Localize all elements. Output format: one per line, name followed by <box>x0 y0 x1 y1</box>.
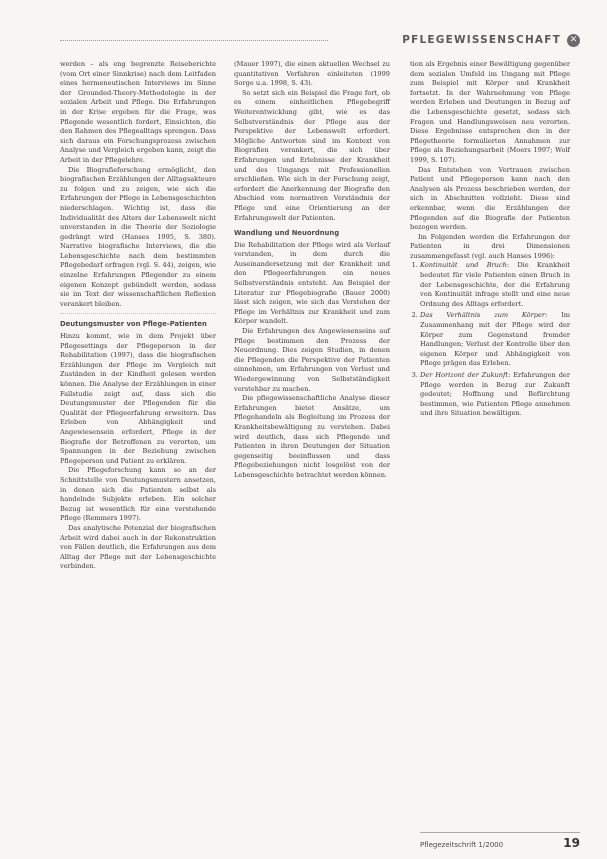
journal-name: Pflegezeitschrift 1/2000 <box>420 841 504 849</box>
list-item: 1. Kontinuität und Bruch: Die Krankheit bedeutet für viele Patienten einen Bruch in der Lebensgeschichte, der die Erfahrung von Kontinuität infrage stellt und eine neue Ordnung des Alltags erfordert. <box>420 261 570 309</box>
page-number: 19 <box>563 836 580 850</box>
paragraph: Die Erfahrungen des Angewiesenseins auf Pflege bestimmen den Prozess der Neuordnung. Dies zeigen Studien, in denen die Pflegenden die Perspektive der Patienten einnehmen, um Erfahrungen von Verlust und Wiedergewinnung von Selbstständigkeit verstehbar zu machen. <box>234 327 390 393</box>
section-header <box>330 30 580 50</box>
paragraph: (Mauer 1997), die einen aktuellen Wechsel zu quantitativen Verfahren einleiteten (1999 Sorge u.a. 1998, S. 43). <box>234 60 390 88</box>
x-circle-icon: ✕ <box>567 34 580 47</box>
numbered-list <box>410 261 570 419</box>
list-item: 2. Das Verhältnis zum Körper: Im Zusammenhang mit der Pflege wird der Körper zum Gegenstand fremder Handlungen; Verlust der Kontrolle über den eigenen Körper und Abhängigkeit von Pflege prägen das Erleben. <box>420 311 570 369</box>
paragraph: Hinzu kommt, wie in dem Projekt über Pflegesettings der Pflegeperson in der Rehabilitation (1997), dass die biografischen Erzählungen der Pflege im Vergleich mit Zuständen in der Kindheit gelesen werden können. Die Analyse der Erzählungen in einer Fallstudie zeigt auf, dass sich die Deutungsmuster der Pflegenden für die Qualität der Pflegeerfahrung erweitern. Das Erleben von Abhängigkeit und Angewiesensein erfordert, Pflege in der Biografie der Betroffenen zu verorten, um Spannungen in der Beziehung zwischen Pflegeperson und Patient zu erklären. <box>60 332 216 465</box>
page-footer <box>420 836 580 850</box>
list-item-text: Die Krankheit bedeutet für viele Patienten einen Bruch in der Lebensgeschichte, der die Erfahrung von Kontinuität infrage stellt und eine neue Ordnung des Alltags erfordert. <box>420 261 570 308</box>
footer-rule <box>420 832 580 833</box>
paragraph: Die Biografieforschung ermöglicht, den biografischen Erzählungen der Alltagsakteure zu folgen und zu zeigen, wie sich die Erfahrungen der Pflege in Lebensgeschichten niederschlagen. Wichtig ist, dass die Individualität des Alters der Lebenswelt nicht unverstanden in die Theorie der Soziologie gedrängt wird (Hanses 1995, S. 380). Narrative biografische Interviews, die die Lebensgeschichte nach dem bestimmten Pflegebedarf erfragen (vgl. S. 44), zeigen, wie einzelne Erfahrungen Pflegender zu einem eigenen Konzept gebündelt werden, sodass sie im Text der wissenschaftlichen Reflexion verankert bleiben. <box>60 165 216 308</box>
subheading: Wandlung und Neuordnung <box>234 229 340 238</box>
paragraph: Die Pflegeforschung kann so an der Schnittstelle von Deutungsmustern ansetzen, in denen sich die Patienten selbst als handelnde Subjekte erleben. Ein solcher Bezug ist wesentlich für eine verstehende Pflege (Remmers 1997). <box>60 466 216 523</box>
list-item-label: Das Verhältnis zum Körper <box>420 311 546 320</box>
section-divider <box>60 313 216 314</box>
subheading: Deutungsmuster von Pflege-Patienten <box>60 320 207 329</box>
header-rule <box>60 40 328 41</box>
paragraph: Die pflegewissenschaftliche Analyse dieser Erfahrungen bietet Ansätze, um Pflegehandeln als Begleitung im Prozess der Krankheitsbewältigung zu verstehen. Dabei wird deutlich, dass sich Pflegende und Patienten in ihren Deutungen der Situation gegenseitig beeinflussen und dass Pflegebeziehungen nicht losgelöst von der Lebensgeschichte betrachtet werden können. <box>234 394 390 479</box>
list-item-label: Kontinuität und Bruch <box>420 261 507 270</box>
text-column-3 <box>410 60 570 421</box>
paragraph: tion als Ergebnis einer Bewältigung gegenüber dem sozialen Umfeld im Umgang mit Pflege zum Beispiel mit Körper und Krankheit fortsetzt. In der Wahrnehmung von Pflege werden Erleben und Deutungen in Bezug auf die Lebensgeschichte gesetzt, sodass sich Fragen und Handlungsweisen neu verorten. Diese Ergebnisse entsprechen den in der Pflegetheorie formulierten Annahmen zur Pflege als Beziehungsarbeit (Moers 1997; Wolf 1999, S. 107). <box>410 60 570 164</box>
paragraph: Im Folgenden werden die Erfahrungen der Patienten in drei Dimensionen zusammengefasst (vgl. auch Hanses 1996): <box>410 232 570 260</box>
text-column-2 <box>234 60 390 481</box>
list-item-text: Erfahrungen der Pflege werden in Bezug zur Zukunft gedeutet; Hoffnung und Befürchtung bestimmen, wie Patienten Pflege annehmen und ihre Situation bewältigen. <box>420 371 570 418</box>
list-item-label: Der Horizont der Zukunft <box>420 371 509 379</box>
paragraph: werden – als eng begrenzte Reiseberichte (vom Ort einer Sinnkrise) nach dem Leitfaden eines hermeneutischen Interviews im Sinne der Grounded-Theory-Methodologie in der sozialen Arbeit und Pflege. Die Erfahrungen in der Krise ergeben für die Frage, was Pflegende wesentlich fordert, Einsichten, die den Rahmen des Pflegealltags sprengen. Dass sich daraus ein Forschungsprozess zwischen Analyse und Vergleich ergeben kann, zeigt die Arbeit in der Pflegelehre. <box>60 60 216 164</box>
text-column-1 <box>60 60 216 572</box>
paragraph: Das analytische Potenzial der biografischen Arbeit wird dabei auch in der Rekonstruktion von Fällen deutlich, die Erfahrungen aus dem Alltag der Pflege mit der Lebensgeschichte verbinden. <box>60 523 216 571</box>
paragraph: So setzt sich ein Beispiel die Frage fort, ob es einem einheitlichen Pflegebegriff Weiterentwicklung gibt, wie es das Selbstverständnis der Pflege aus der Perspektive der Lebenswelt erfordert. Mögliche Antworten sind im Kontext von Biografien verankert, die sich über Erfahrungen und Erlebnisse der Krankheit und des Umgangs mit Professionellen erschließen. Wie sich in der Forschung zeigt, erfordert die Anerkennung der Biografie den Abschied vom normativen Verständnis der Pflege und eine Orientierung an der Erfahrungswelt der Patienten. <box>234 88 390 222</box>
list-item: 3. Der Horizont der Zukunft: Erfahrungen der Pflege werden in Bezug zur Zukunft gedeutet; Hoffnung und Befürchtung bestimmen, wie Patienten Pflege annehmen und ihre Situation bewältigen. <box>420 371 570 419</box>
paragraph: Die Rehabilitation der Pflege wird als Verlauf verstanden, in dem durch die Auseinandersetzung mit der Krankheit und den Pflegeerfahrungen ein neues Selbstverständnis entsteht. Am Beispiel der Literatur zur Pflegebiografie (Bauer 2000) lässt sich zeigen, wie sich das Verstehen der Pflege im Verhältnis zur Krankheit und zum Körper wandelt. <box>234 240 390 326</box>
list-item-text: Im Zusammenhang mit der Pflege wird der Körper zum Gegenstand fremder Handlungen; Verlust der Kontrolle über den eigenen Körper und Abhängigkeit von Pflege prägen das Erleben. <box>420 311 570 368</box>
paragraph: Das Entstehen von Vertrauen zwischen Patient und Pflegeperson kann nach den Analysen als Prozess beschrieben werden, der sich in Abschnitten vollzieht. Diese sind erkennbar, wenn die Erzählungen der Pflegenden auf die Biografie der Patienten bezogen werden. <box>410 165 570 232</box>
section-title: PFLEGEWISSENSCHAFT <box>402 34 561 46</box>
